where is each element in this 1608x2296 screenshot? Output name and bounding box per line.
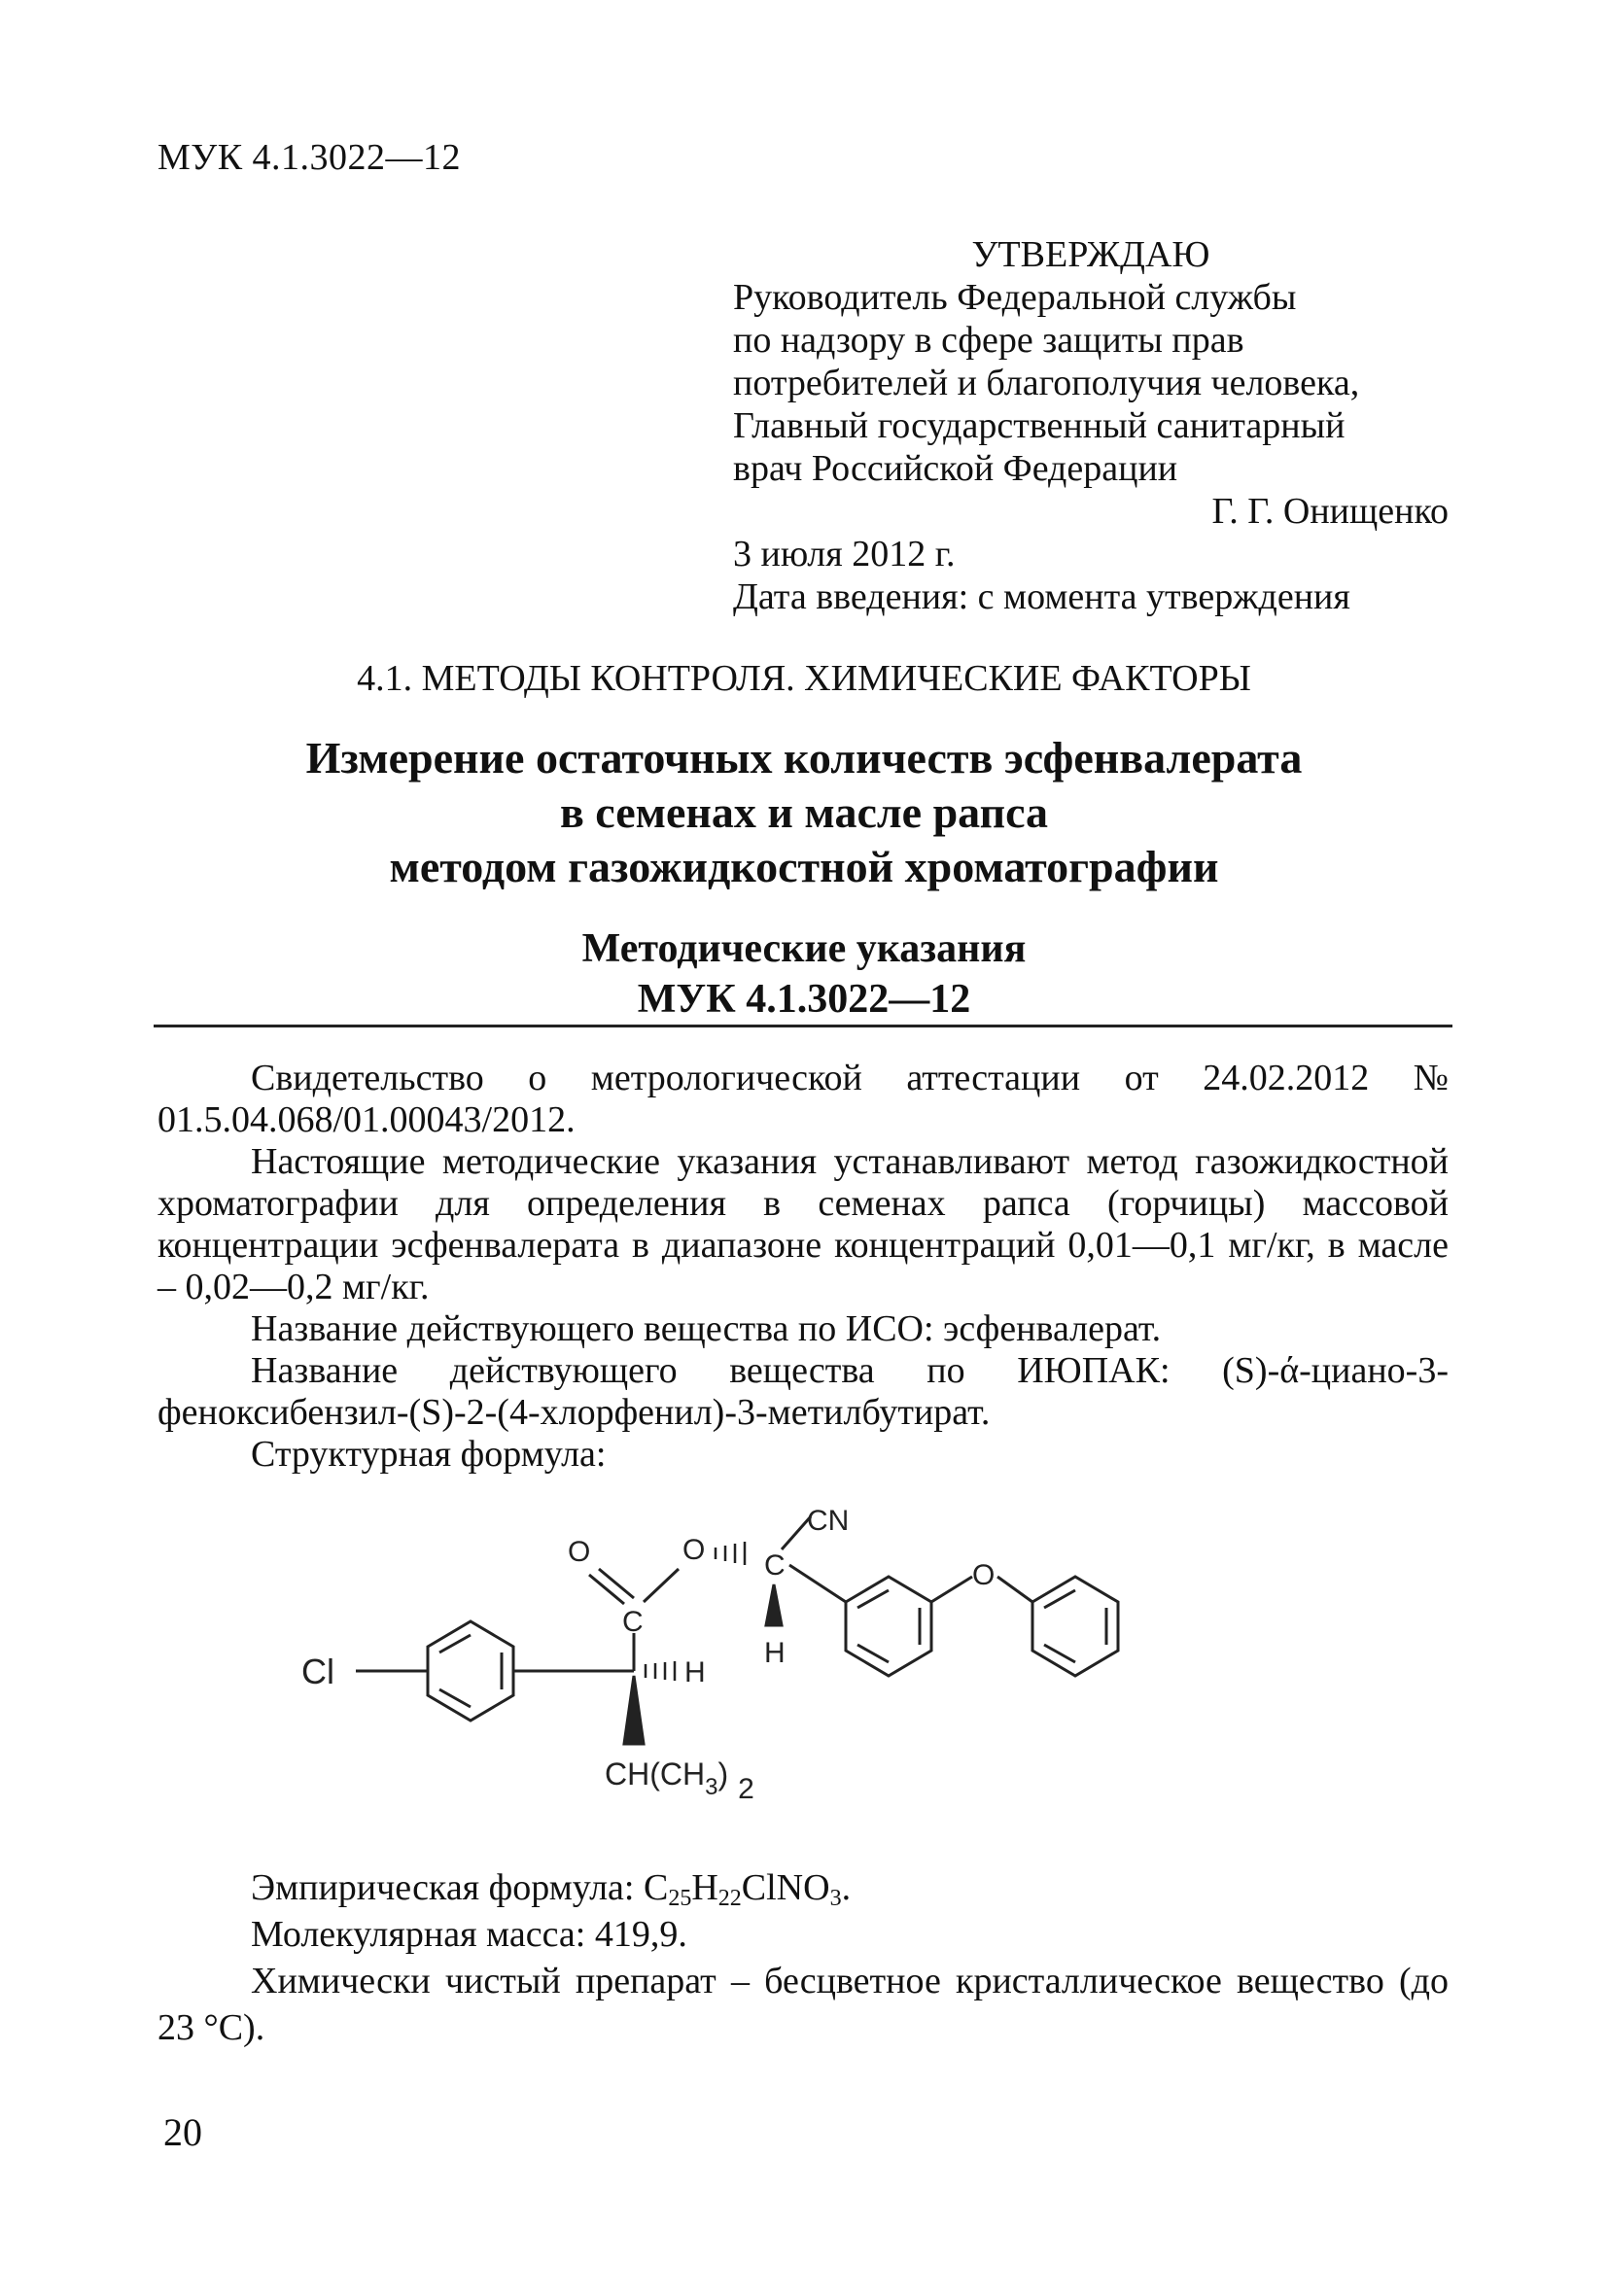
guidelines-heading (0, 923, 1608, 1025)
cl-atom-label: Cl (301, 1652, 334, 1691)
section-heading: 4.1. МЕТОДЫ КОНТРОЛЯ. ХИМИЧЕСКИЕ ФАКТОРЫ (357, 658, 1251, 699)
molar-mass: Молекулярная масса: 419,9. (251, 1914, 687, 1955)
approval-position-line: врач Российской Федерации (733, 448, 1178, 489)
approval-heading: УТВЕРЖДАЮ (971, 234, 1210, 275)
carbonyl-double-bond (589, 1575, 624, 1604)
title-line: методом газожидкостной хроматографии (389, 842, 1219, 891)
iupac-name-paragraph: Название действующего вещества по ИЮПАК: (S)-ά-циано-3-феноксибензил-(S)-2-(4-хлорфенил)-3-метилбутират. (157, 1350, 1449, 1433)
scope-paragraph: Настоящие методические указания устанавливают метод газожидкостной хроматографии для определения в семенах рапса (горчицы) массовой концентрации эсфенвалерата в диапазоне концентраций 0,01—0,1 мг/кг, в масле – 0,02—0,2 мг/кг. (157, 1141, 1449, 1307)
properties-text (157, 1864, 1449, 2051)
cyano-c-label: C (764, 1549, 786, 1582)
appearance-paragraph: Химически чистый препарат – бесцветное кристаллическое вещество (до 23 °С). (157, 1961, 1449, 2048)
approval-position-line: Руководитель Федеральной службы (733, 277, 1297, 318)
approval-date: 3 июля 2012 г. (733, 534, 956, 574)
carbonyl-o-label: O (568, 1536, 591, 1568)
hashed-wedge-bond (646, 1661, 675, 1681)
ether-o-label: O (972, 1559, 996, 1591)
approval-position-line: потребителей и благополучия человека, (733, 363, 1360, 403)
approval-position-line: по надзору в сфере защиты прав (733, 320, 1244, 361)
ester-o-label: O (682, 1534, 706, 1566)
approval-block (733, 233, 1449, 618)
benzyl-bond (789, 1565, 846, 1602)
ether-bond (931, 1577, 972, 1602)
certificate-paragraph: Свидетельство о метрологической аттестации от 24.02.2012 № 01.5.04.068/01.00043/2012. (157, 1058, 1449, 1140)
horizontal-divider (154, 1025, 1452, 1027)
guidelines-label: Методические указания (581, 926, 1027, 971)
title-line: в семенах и масле рапса (559, 787, 1049, 837)
h-left-label: H (684, 1656, 706, 1688)
h-right-label: H (764, 1637, 786, 1669)
carbonyl-c-label: C (622, 1606, 644, 1638)
title-line: Измерение остаточных количеств эсфенвалерата (305, 733, 1303, 783)
ether-bond (997, 1577, 1032, 1602)
empirical-formula: Эмпирическая формула: $C_{25}H_{22}ClNO_3$. (251, 1867, 852, 1911)
solid-wedge-bond (624, 1676, 644, 1744)
structural-formula-label: Структурная формула: (251, 1434, 607, 1475)
hashed-wedge-bond (716, 1542, 745, 1565)
carbonyl-double-bond (599, 1569, 634, 1598)
solid-wedge-bond (766, 1584, 782, 1625)
document-title (0, 731, 1608, 894)
cyano-label: CN (807, 1505, 850, 1537)
page-number: 20 (163, 2110, 202, 2154)
introduction-date: Дата введения: с момента утверждения (733, 576, 1350, 617)
structural-formula-diagram (292, 1505, 1361, 1835)
ester-bond (644, 1569, 679, 1602)
isopropyl-label: $CH(CH_3)$ 2 (605, 1757, 754, 1805)
approval-position-line: Главный государственный санитарный (733, 405, 1346, 446)
guidelines-code: МУК 4.1.3022—12 (637, 977, 971, 1022)
approval-signer: Г. Г. Онищенко (1211, 491, 1449, 532)
iso-name-paragraph: Название действующего вещества по ИСО: эсфенвалерат. (251, 1308, 1162, 1349)
document-code: МУК 4.1.3022—12 (157, 137, 462, 178)
body-text (157, 1058, 1449, 1476)
